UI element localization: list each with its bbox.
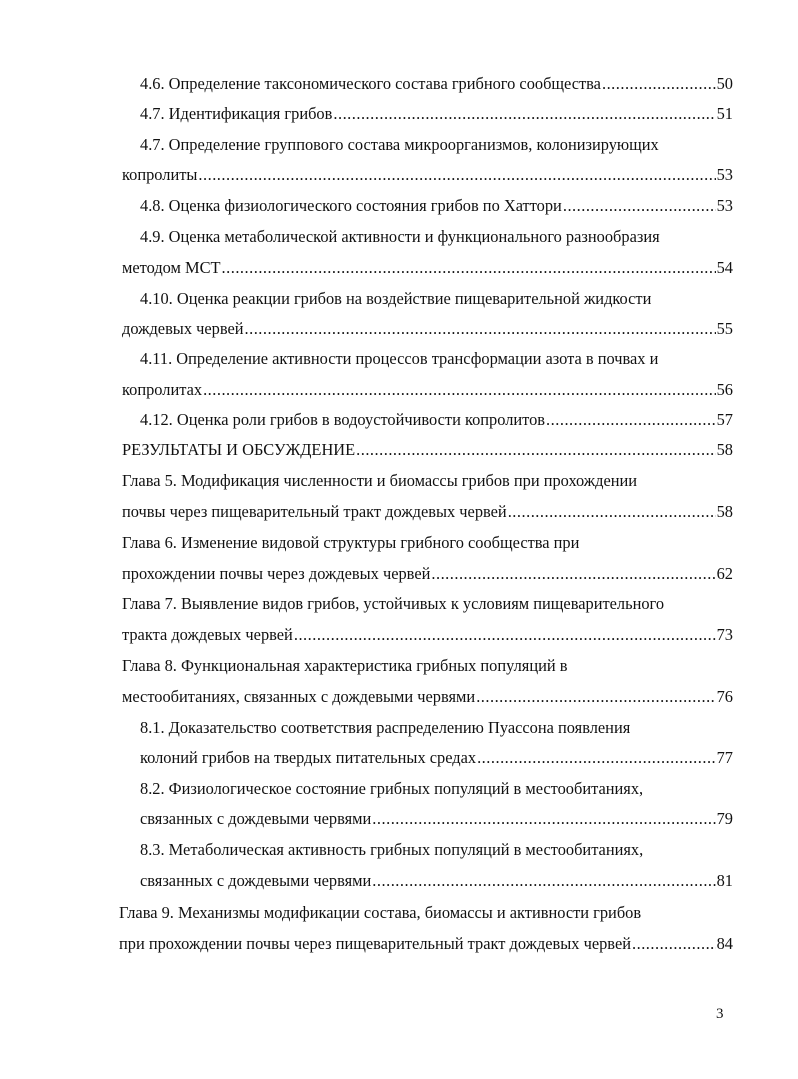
toc-entry <box>122 592 733 616</box>
toc-entry-page: 79 <box>716 809 733 828</box>
toc-entry <box>119 932 733 956</box>
toc-leader-dots <box>602 72 716 96</box>
toc-entry-text: копролиты <box>122 165 198 184</box>
toc-entry-text: 8.3. Метаболическая активность грибных популяций в местообитаниях, <box>140 840 644 859</box>
toc-entry-text: 4.11. Определение активности процессов трансформации азота в почвах и <box>140 349 659 368</box>
toc-entry-text: при прохождении почвы через пищеварительный тракт дождевых червей <box>119 934 631 953</box>
toc-entry-text: 4.9. Оценка метаболической активности и функционального разнообразия <box>140 227 660 246</box>
toc-leader-dots <box>333 102 715 126</box>
toc-entry-text: копролитах <box>122 380 203 399</box>
toc-entry <box>140 869 733 893</box>
toc-leader-dots <box>294 623 716 647</box>
toc-entry <box>140 777 733 801</box>
toc-entry-text: 4.6. Определение таксономического состава грибного сообщества <box>140 74 601 93</box>
toc-entry-text: методом МСТ <box>122 258 221 277</box>
toc-entry <box>122 163 733 187</box>
toc-entry <box>140 102 733 126</box>
toc-entry <box>140 72 733 96</box>
toc-entry-text: 4.8. Оценка физиологического состояния грибов по Хаттори <box>140 196 562 215</box>
toc-leader-dots <box>546 408 716 432</box>
toc-entry-page: 51 <box>716 104 733 123</box>
toc-entry-text: Глава 7. Выявление видов грибов, устойчивых к условиям пищеварительного <box>122 594 665 613</box>
toc-leader-dots <box>356 438 715 462</box>
toc-entry-page: 50 <box>716 74 733 93</box>
toc-entry-text: 4.10. Оценка реакции грибов на воздействие пищеварительной жидкости <box>140 289 652 308</box>
toc-entry-page: 57 <box>716 410 733 429</box>
toc-leader-dots <box>431 562 715 586</box>
toc-entry <box>140 807 733 831</box>
toc-entry-text: 4.12. Оценка роли грибов в водоустойчивости копролитов <box>140 410 546 429</box>
toc-entry-text: прохождении почвы через дождевых червей <box>122 564 431 583</box>
toc-leader-dots <box>203 378 716 402</box>
toc-entry-text: Глава 5. Модификация численности и биомассы грибов при прохождении <box>122 471 638 490</box>
toc-entry-page: 84 <box>716 934 733 953</box>
toc-entry <box>122 654 733 678</box>
toc-entry-text: дождевых червей <box>122 319 244 338</box>
toc-entry-text: тракта дождевых червей <box>122 625 293 644</box>
toc-entry-page: 76 <box>716 687 733 706</box>
toc-entry-page: 77 <box>716 748 733 767</box>
toc-entry <box>122 623 733 647</box>
toc-entry <box>119 901 733 925</box>
toc-entry <box>122 531 733 555</box>
toc-entry-page: 73 <box>716 625 733 644</box>
toc-leader-dots <box>372 869 715 893</box>
toc-entry <box>140 716 733 740</box>
toc-entry <box>140 194 733 218</box>
toc-entry-page: 54 <box>716 258 733 277</box>
toc-entry <box>140 408 733 432</box>
toc-entry <box>122 438 733 462</box>
toc-entry-text: Глава 6. Изменение видовой структуры грибного сообщества при <box>122 533 580 552</box>
toc-entry <box>140 746 733 770</box>
toc-entry <box>122 469 733 493</box>
toc-entry <box>140 287 733 311</box>
toc-entry <box>122 256 733 280</box>
toc-entry-page: 53 <box>716 196 733 215</box>
toc-entry <box>140 838 733 862</box>
toc-entry <box>122 500 733 524</box>
toc-leader-dots <box>198 163 715 187</box>
toc-entry-page: 62 <box>716 564 733 583</box>
toc-entry-text: колоний грибов на твердых питательных средах <box>140 748 477 767</box>
toc-entry-text: Глава 9. Механизмы модификации состава, биомассы и активности грибов <box>119 903 642 922</box>
toc-leader-dots <box>632 932 716 956</box>
toc-entry-page: 58 <box>716 502 733 521</box>
toc-entry-page: 58 <box>716 440 733 459</box>
toc-entry <box>140 225 733 249</box>
toc-leader-dots <box>222 256 716 280</box>
toc-entry-page: 53 <box>716 165 733 184</box>
toc-entry-text: РЕЗУЛЬТАТЫ И ОБСУЖДЕНИЕ <box>122 440 356 459</box>
toc-leader-dots <box>477 746 716 770</box>
toc-entry-page: 55 <box>716 319 733 338</box>
toc-entry-text: почвы через пищеварительный тракт дождевых червей <box>122 502 507 521</box>
toc-entry <box>140 133 733 157</box>
toc-entry-text: 8.1. Доказательство соответствия распределению Пуассона появления <box>140 718 631 737</box>
toc-entry-page: 81 <box>716 871 733 890</box>
toc-entry <box>122 317 733 341</box>
toc-entry-text: 4.7. Определение группового состава микроорганизмов, колонизирующих <box>140 135 659 154</box>
toc-entry <box>122 562 733 586</box>
toc-entry <box>122 378 733 402</box>
toc-entry-text: 8.2. Физиологическое состояние грибных популяций в местообитаниях, <box>140 779 644 798</box>
toc-entry <box>122 685 733 709</box>
toc-leader-dots <box>476 685 715 709</box>
toc-entry-text: Глава 8. Функциональная характеристика грибных популяций в <box>122 656 568 675</box>
toc-entry-text: связанных с дождевыми червями <box>140 809 372 828</box>
toc-entry-page: 56 <box>716 380 733 399</box>
page-number: 3 <box>716 1006 724 1022</box>
toc-entry-text: местообитаниях, связанных с дождевыми червями <box>122 687 476 706</box>
toc-entry <box>140 347 733 371</box>
toc-entry-text: 4.7. Идентификация грибов <box>140 104 333 123</box>
toc-leader-dots <box>245 317 716 341</box>
toc-leader-dots <box>372 807 715 831</box>
toc-leader-dots <box>508 500 716 524</box>
toc-entry-text: связанных с дождевыми червями <box>140 871 372 890</box>
toc-leader-dots <box>563 194 716 218</box>
